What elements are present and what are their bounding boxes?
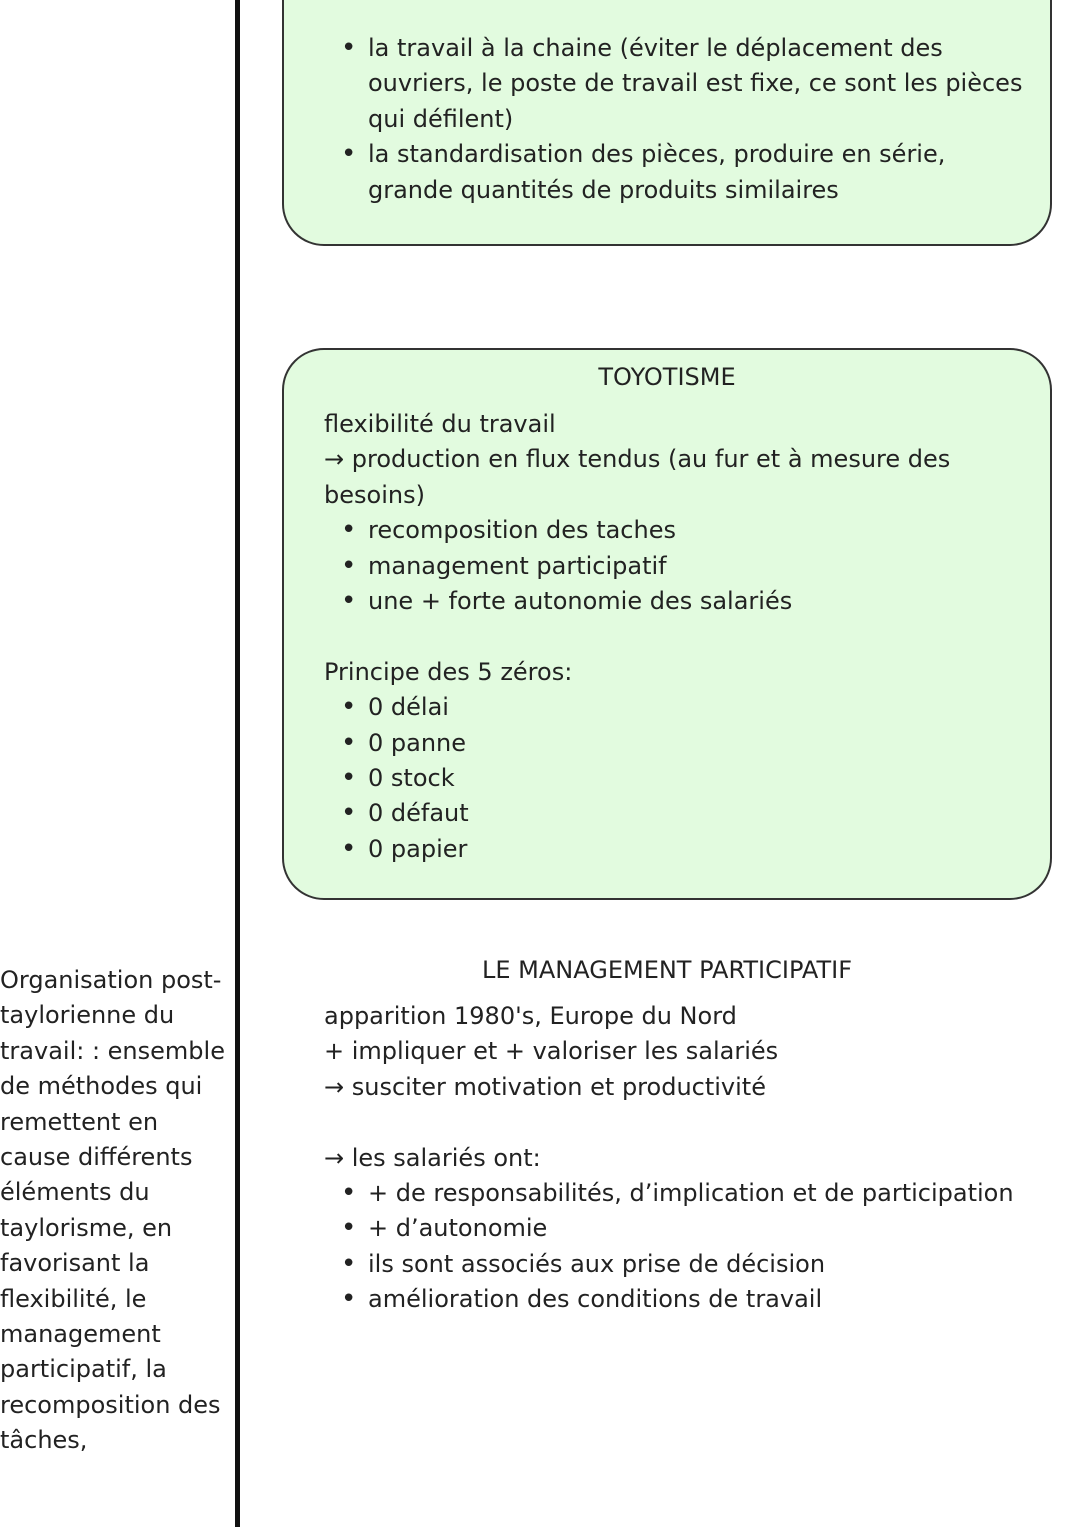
management-subtitle: → les salariés ont: xyxy=(324,1143,541,1172)
vertical-divider xyxy=(235,0,240,1527)
management-line: + impliquer et + valoriser les salariés xyxy=(324,1037,779,1066)
fordism-bullet: • la travail à la chaine (éviter le déplacement des ouvriers, le poste de travail est fixe, ce sont les pièces qui défilent) xyxy=(324,31,1024,137)
toyotism-bullet: • une + forte autonomie des salariés xyxy=(324,584,1014,619)
fordism-bullet-list xyxy=(324,31,1024,208)
toyotism-line: → production en flux tendus (au fur et à mesure des besoins) xyxy=(324,445,951,509)
zero-item: • 0 panne xyxy=(324,726,1014,761)
management-title: LE MANAGEMENT PARTICIPATIF xyxy=(481,956,852,984)
fordism-content xyxy=(324,31,1024,208)
management-bullet: • + de responsabilités, d’implication et de participation xyxy=(324,1176,1044,1211)
left-note-definition: Organisation post-taylorienne du travail: : ensemble de méthodes qui remettent en cause différents éléments du taylorisme, en favorisant la flexibilité, le management participatif, la recomposition des tâches, xyxy=(0,966,225,1455)
toyotism-bullet: • recomposition des taches xyxy=(324,513,1014,548)
management-content xyxy=(324,999,1044,1318)
toyotism-content xyxy=(324,407,1014,867)
zero-item: • 0 stock xyxy=(324,761,1014,796)
zero-item: • 0 papier xyxy=(324,832,1014,867)
management-bullet: • + d’autonomie xyxy=(324,1211,1044,1246)
management-line: → susciter motivation et productivité xyxy=(324,1072,766,1101)
toyotism-line: flexibilité du travail xyxy=(324,410,556,438)
zero-item: • 0 délai xyxy=(324,690,1014,725)
management-line: apparition 1980's, Europe du Nord xyxy=(324,1002,737,1030)
zeros-list xyxy=(324,690,1014,867)
zeros-title: Principe des 5 zéros: xyxy=(324,657,573,686)
toyotism-bullet-list xyxy=(324,513,1014,619)
management-bullet: • amélioration des conditions de travail xyxy=(324,1282,1044,1317)
zero-item: • 0 défaut xyxy=(324,796,1014,831)
management-bullet: • ils sont associés aux prise de décision xyxy=(324,1247,1044,1282)
toyotism-title: TOYOTISME xyxy=(598,363,736,391)
fordism-bullet: • la standardisation des pièces, produire en série, grande quantités de produits similaires xyxy=(324,137,1024,208)
management-bullet-list xyxy=(324,1176,1044,1318)
toyotism-bullet: • management participatif xyxy=(324,549,1014,584)
